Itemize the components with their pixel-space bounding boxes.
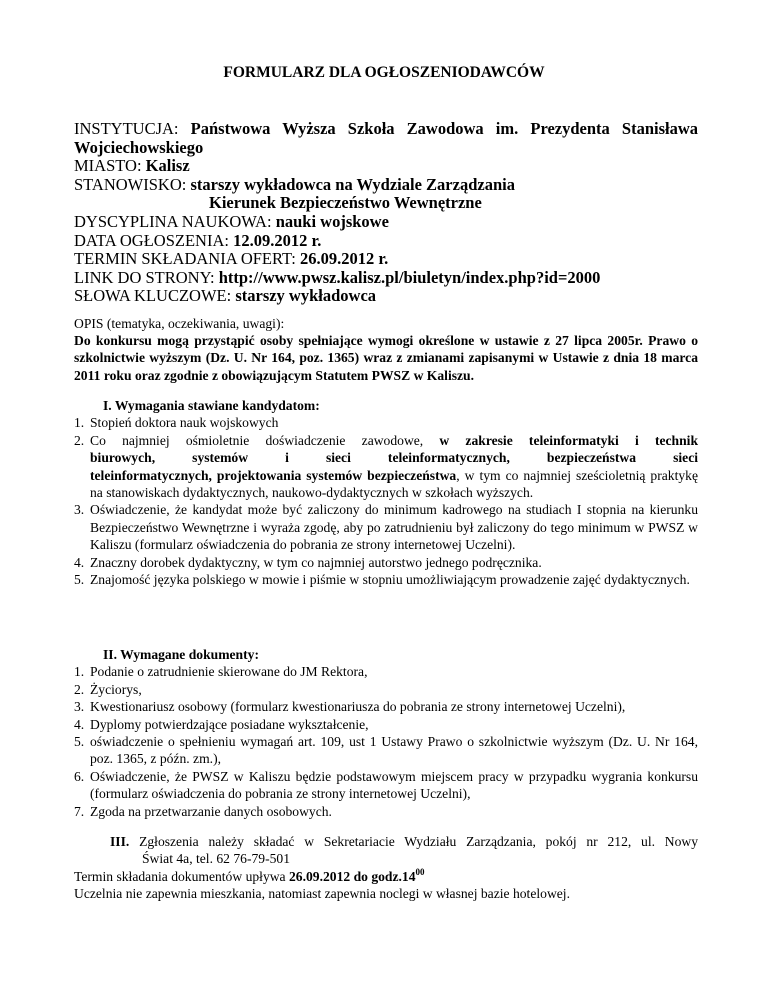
list-item: 7. Zgoda na przetwarzanie danych osobowych. — [74, 803, 332, 819]
list-item: 1. Stopień doktora nauk wojskowych — [74, 415, 279, 431]
list-item: 5. oświadczenie o spełnieniu wymagań art. 109, ust 1 Ustawy Prawo o szkolnictwie wyższym (Dz. U. Nr 164, poz. 1365, z późn. zm.), — [74, 734, 698, 767]
data-ogloszenia-label: DATA OGŁOSZENIA: — [74, 230, 229, 250]
section-zgloszenia — [74, 833, 698, 903]
miasto-row — [74, 157, 698, 176]
miasto-value: Kalisz — [145, 156, 190, 176]
slowa-kluczowe-label: SŁOWA KLUCZOWE: — [74, 286, 232, 306]
list-item: 2. Życiorys, — [74, 681, 142, 697]
termin-dokumentow: Termin składania dokumentów upływa 26.09.2012 do $godz.14^{00}$ — [74, 866, 425, 884]
section-wymagania-title: I. Wymagania stawiane kandydatom: — [103, 398, 320, 413]
page-title: FORMULARZ DLA OGŁOSZENIODAWCÓW — [223, 64, 545, 81]
stanowisko-row — [74, 176, 698, 195]
list-item: 3. Oświadczenie, że kandydat może być zaliczony do minimum kadrowego na studiach I stopnia na kierunku Bezpieczeństwo Wewnętrzne i wyraża zgodę, aby po zatrudnieniu był zaliczony do tego minimum w PWSZ w Kaliszu (formularz oświadczenia do pobrania ze strony internetowej Uczelni). — [74, 502, 698, 553]
dyscyplina-label: DYSCYPLINA NAUKOWA: — [74, 211, 272, 231]
instytucja-label: INSTYTUCJA: — [74, 119, 179, 138]
link-row — [74, 269, 698, 288]
instytucja-row — [74, 120, 698, 139]
list-item: 3. Kwestionariusz osobowy (formularz kwestionariusza do pobrania ze strony internetowej Uczelni), — [74, 699, 626, 715]
section-dokumenty — [74, 646, 698, 820]
list-item: 2. Co najmniej ośmioletnie doświadczenie zawodowe, w zakresie teleinformatyki i technik biurowych, systemów i sieci teleinformatycznych, bezpieczeństwa sieci teleinformatycznych, projektowania systemów bezpieczeństwa, w tym co najmniej sześcioletnią praktykę na stanowiskach dydaktycznych, naukowo-dydaktycznych w szkołach wyższych. — [74, 432, 699, 501]
termin-dokumentow-value: 26.09.2012 do $godz.14^{00}$ — [289, 866, 425, 884]
instytucja-row-cont — [74, 139, 698, 158]
data-ogloszenia-row — [74, 232, 698, 251]
data-ogloszenia-value: 12.09.2012 r. — [233, 230, 322, 250]
miasto-label: MIASTO: — [74, 156, 142, 176]
stanowisko-value-cont: Kierunek Bezpieczeństwo Wewnętrzne — [209, 193, 482, 213]
section-zgloszenia-line2: Świat 4a, tel. 62 76-79-501 — [142, 851, 290, 867]
opis-block — [74, 315, 698, 384]
link-label: LINK DO STRONY: — [74, 267, 215, 287]
termin-ofert-label: TERMIN SKŁADANIA OFERT: — [74, 249, 296, 269]
list-item: 5. Znajomość języka polskiego w mowie i piśmie w stopniu umożliwiającym prowadzenie zajęć dydaktycznych. — [74, 572, 690, 588]
dyscyplina-value: nauki wojskowe — [275, 211, 389, 231]
stanowisko-label: STANOWISKO: — [74, 174, 187, 194]
termin-ofert-row — [74, 250, 698, 269]
slowa-kluczowe-row — [74, 287, 698, 306]
stanowisko-value: starszy wykładowca na Wydziale Zarządzania — [190, 174, 515, 194]
slowa-kluczowe-value: starszy wykładowca — [235, 286, 377, 306]
opis-text: Do konkursu mogą przystąpić osoby spełniające wymogi określone w ustawie z 27 lipca 2005r. Prawo o szkolnictwie wyższym (Dz. U. Nr 164, poz. 1365) wraz z zmianami zapisanymi w Ustawie z dnia 18 marca 2011 roku oraz zgodnie z obowiązującym Statutem PWSZ w Kaliszu. — [74, 333, 698, 383]
instytucja-value: Państwowa Wyższa Szkoła Zawodowa im. Prezydenta Stanisława — [190, 119, 699, 138]
list-item: 6. Oświadczenie, że PWSZ w Kaliszu będzie podstawowym miejscem pracy w przypadku wygrania konkursu (formularz oświadczenia do pobrania ze strony internetowej Uczelni), — [74, 768, 698, 802]
list-item: 1. Podanie o zatrudnienie skierowane do JM Rektora, — [74, 664, 368, 680]
dyscyplina-row — [74, 213, 698, 232]
list-item: 4. Znaczny dorobek dydaktyczny, w tym co najmniej autorstwo jednego podręcznika. — [74, 554, 542, 570]
list-item: 4. Dyplomy potwierdzające posiadane wykształcenie, — [74, 716, 369, 732]
stanowisko-row-cont — [74, 194, 698, 213]
link-value[interactable]: http://www.pwsz.kalisz.pl/biuletyn/index.php?id=2000 — [218, 267, 601, 287]
termin-ofert-value: 26.09.2012 r. — [299, 249, 389, 269]
opis-label: OPIS (tematyka, oczekiwania, uwagi): — [74, 316, 285, 331]
section-zgloszenia-line1: III. Zgłoszenia należy składać w Sekretariacie Wydziału Zarządzania, pokój nr 212, ul. Nowy — [110, 834, 699, 849]
header-fields — [74, 120, 698, 306]
uwaga-noclegi: Uczelnia nie zapewnia mieszkania, natomiast zapewnia noclegi w własnej bazie hotelowej. — [74, 886, 570, 902]
instytucja-value-cont: Wojciechowskiego — [74, 137, 204, 157]
section-wymagania — [74, 397, 698, 588]
section-dokumenty-title: II. Wymagane dokumenty: — [103, 647, 259, 662]
